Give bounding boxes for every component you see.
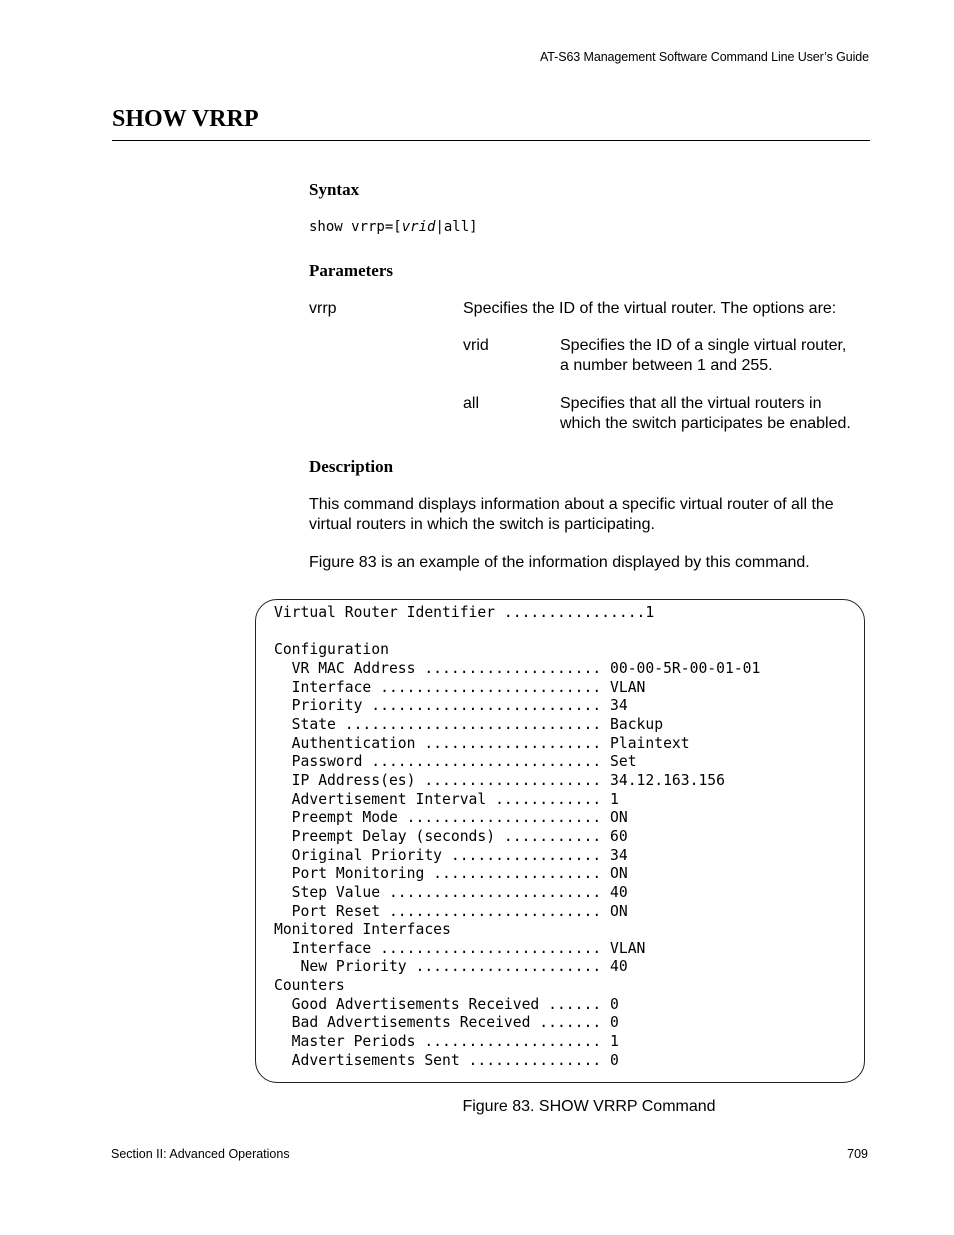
output-line: State ............................. Backup — [274, 715, 664, 733]
output-line: Master Periods .................... 1 — [274, 1033, 619, 1051]
option-name: all — [463, 395, 480, 412]
output-line: Port Reset ........................ ON — [274, 902, 628, 920]
syntax-line — [309, 219, 478, 235]
output-line: Password .......................... Set — [274, 753, 637, 771]
output-line: Port Monitoring ................... ON — [274, 865, 628, 883]
output-line: Advertisements Sent ............... 0 — [274, 1051, 619, 1069]
running-header: AT-S63 Management Software Command Line User’s Guide — [540, 50, 869, 64]
output-line: Bad Advertisements Received ....... 0 — [274, 1014, 619, 1032]
output-line: Interface ......................... VLAN — [274, 678, 646, 696]
output-line: Step Value ........................ 40 — [274, 883, 628, 901]
figure-caption: Figure 83. SHOW VRRP Command — [462, 1098, 716, 1115]
output-line: VR MAC Address .................... 00-00-5R-00-01-01 — [274, 659, 761, 677]
option-description-line: Specifies the ID of a single virtual router, — [560, 337, 847, 354]
option-name: vrid — [463, 337, 489, 354]
description-heading: Description — [309, 457, 394, 476]
output-line: New Priority ..................... 40 — [274, 958, 628, 976]
syntax-heading: Syntax — [309, 180, 360, 199]
syntax-suffix: |all] — [435, 219, 478, 235]
figure-reference-text: Figure 83 is an example of the information displayed by this command. — [309, 554, 810, 571]
param-name: vrrp — [309, 300, 337, 317]
page-title: SHOW VRRP — [112, 106, 259, 132]
output-line: Priority .......................... 34 — [274, 697, 628, 715]
output-line: Preempt Mode ...................... ON — [274, 809, 628, 827]
output-line: Preempt Delay (seconds) ........... 60 — [274, 827, 628, 845]
option-description-line: Specifies that all the virtual routers in — [560, 395, 822, 412]
output-line: Monitored Interfaces — [274, 921, 451, 939]
param-description: Specifies the ID of the virtual router. The options are: — [463, 300, 837, 317]
option-description-line: which the switch participates be enabled. — [560, 415, 851, 432]
output-line: Original Priority ................. 34 — [274, 846, 628, 864]
page-number: 709 — [847, 1147, 868, 1161]
output-line: Authentication .................... Plaintext — [274, 734, 690, 752]
output-line: Good Advertisements Received ...... 0 — [274, 995, 619, 1013]
title-rule — [112, 140, 870, 141]
command-output — [274, 604, 760, 1070]
syntax-prefix: show vrrp=[ — [309, 219, 402, 235]
description-text-line: virtual routers in which the switch is participating. — [309, 516, 655, 533]
output-line: Virtual Router Identifier ................1 — [274, 604, 655, 621]
output-line: Counters — [274, 977, 345, 995]
footer-section: Section II: Advanced Operations — [111, 1147, 290, 1161]
output-line: IP Address(es) .................... 34.12.163.156 — [274, 771, 725, 789]
syntax-param: vrid — [401, 219, 436, 235]
output-line: Configuration — [274, 641, 389, 659]
option-description-line: a number between 1 and 255. — [560, 357, 773, 374]
output-line: Interface ......................... VLAN — [274, 939, 646, 957]
parameters-heading: Parameters — [309, 261, 394, 280]
output-line: Advertisement Interval ............ 1 — [274, 790, 619, 808]
description-text-line: This command displays information about a specific virtual router of all the — [309, 496, 834, 513]
